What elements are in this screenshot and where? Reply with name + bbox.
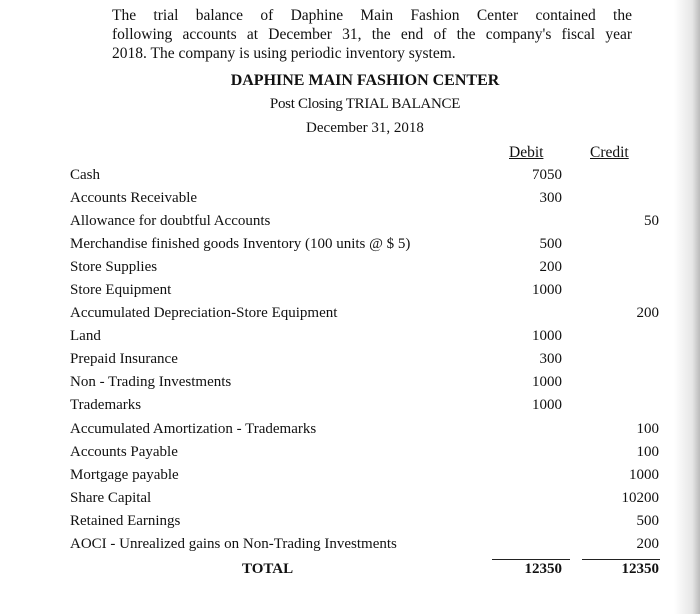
debit-total: 12350 bbox=[524, 561, 562, 577]
credit-total-rule bbox=[582, 559, 660, 560]
debit-amount: 300 bbox=[539, 351, 562, 367]
intro-paragraph bbox=[112, 6, 632, 63]
credit-column-header: Credit bbox=[590, 144, 629, 161]
debit-total-rule bbox=[492, 559, 570, 560]
account-name: Land bbox=[70, 328, 101, 344]
intro-line: The trial balance of Daphine Main Fashion Center contained the bbox=[112, 7, 632, 24]
account-name: Trademarks bbox=[70, 397, 142, 413]
account-name: Share Capital bbox=[70, 490, 152, 506]
debit-amount: 500 bbox=[539, 236, 562, 252]
account-name: Accounts Receivable bbox=[70, 190, 198, 206]
statement-title: Post Closing TRIAL BALANCE bbox=[269, 96, 461, 112]
page-edge-shadow bbox=[674, 0, 700, 614]
account-name: Merchandise finished goods Inventory (100 units @ $ 5) bbox=[70, 236, 411, 252]
account-name: Accounts Payable bbox=[70, 444, 178, 460]
account-name: Non - Trading Investments bbox=[70, 374, 232, 390]
intro-line: following accounts at December 31, the end of the company's fiscal year bbox=[112, 26, 632, 43]
credit-amount: 100 bbox=[636, 444, 659, 460]
credit-amount: 200 bbox=[636, 536, 659, 552]
debit-amount: 1000 bbox=[532, 374, 562, 390]
credit-amount: 10200 bbox=[621, 490, 659, 506]
total-label: TOTAL bbox=[242, 561, 294, 577]
debit-amount: 1000 bbox=[532, 282, 562, 298]
account-name: Store Equipment bbox=[70, 282, 172, 298]
credit-amount: 1000 bbox=[629, 467, 659, 483]
account-name: Cash bbox=[70, 167, 100, 183]
company-name: DAPHINE MAIN FASHION CENTER bbox=[230, 72, 500, 89]
account-name: Retained Earnings bbox=[70, 513, 181, 529]
credit-amount: 500 bbox=[636, 513, 659, 529]
debit-amount: 300 bbox=[539, 190, 562, 206]
debit-amount: 7050 bbox=[532, 167, 562, 183]
credit-amount: 200 bbox=[636, 305, 659, 321]
debit-amount: 1000 bbox=[532, 328, 562, 344]
debit-column-header: Debit bbox=[509, 144, 544, 161]
credit-amount: 50 bbox=[644, 213, 659, 229]
credit-amount: 100 bbox=[636, 421, 659, 437]
account-name: Accumulated Amortization - Trademarks bbox=[70, 421, 317, 437]
debit-amount: 1000 bbox=[532, 397, 562, 413]
account-name: Prepaid Insurance bbox=[70, 351, 178, 367]
credit-total: 12350 bbox=[621, 561, 659, 577]
statement-date: December 31, 2018 bbox=[306, 120, 424, 136]
account-name: Store Supplies bbox=[70, 259, 158, 275]
account-name: Mortgage payable bbox=[70, 467, 179, 483]
debit-amount: 200 bbox=[539, 259, 562, 275]
account-name: AOCI - Unrealized gains on Non-Trading Investments bbox=[70, 536, 397, 552]
intro-line: 2018. The company is using periodic inventory system. bbox=[112, 45, 456, 62]
account-name: Accumulated Depreciation-Store Equipment bbox=[70, 305, 338, 321]
account-name: Allowance for doubtful Accounts bbox=[70, 213, 271, 229]
